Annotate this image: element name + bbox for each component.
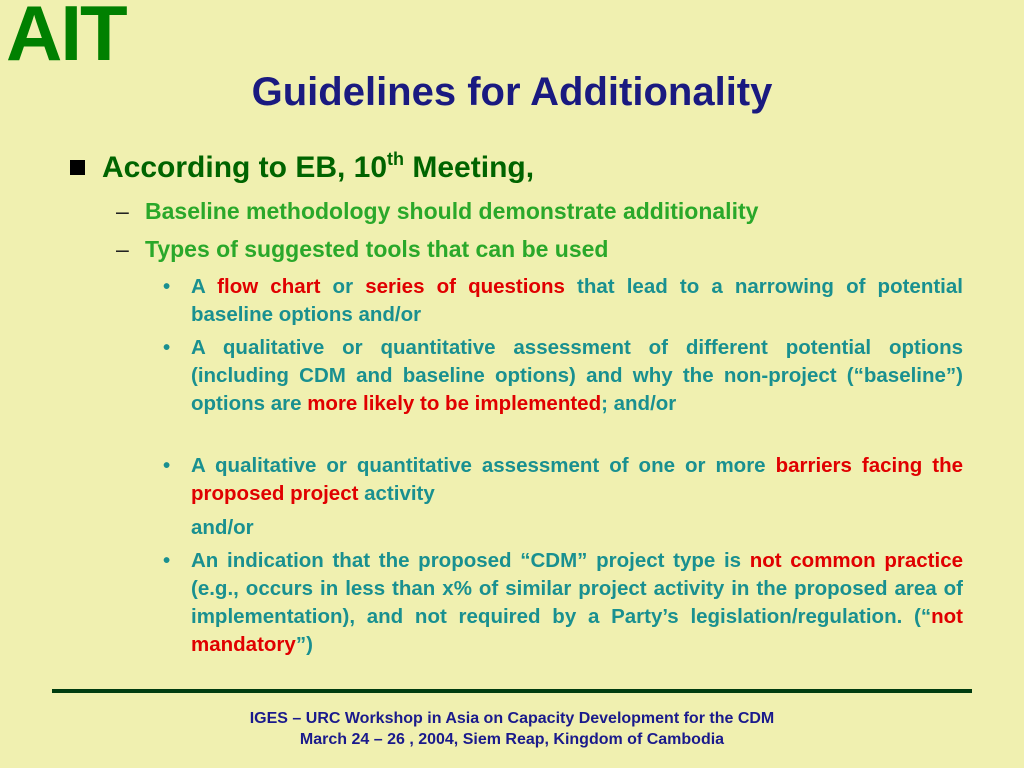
dash-marker: – [116, 198, 129, 224]
round-bullet-icon: • [163, 336, 171, 359]
footer-line-2: March 24 – 26 , 2004, Siem Reap, Kingdom of Cambodia [299, 731, 725, 748]
slide-title: Guidelines for Additionality [251, 70, 773, 114]
tool-item-text: A qualitative or quantitative assessment of different potential options (including CDM and baseline options) and why the non-project (“baseline”) options are more likely to be implemented; and/or [191, 336, 963, 415]
tool-item-text: An indication that the proposed “CDM” project type is not common practice (e.g., occurs in less than x% of similar project activity in the proposed area of implementation), and not required by a Party’s legislation/regulation. (“not mandatory”) [191, 549, 964, 656]
sub-item-text: Types of suggested tools that can be used [145, 236, 609, 262]
highlight-text: more likely to be implemented [307, 392, 602, 415]
main-bullet-text-start: According to EB, 10 [102, 151, 388, 184]
main-bullet-superscript: th [387, 149, 405, 169]
main-bullet-text [102, 150, 534, 186]
highlight-text: not mandatory [191, 605, 963, 656]
main-bullet [70, 150, 970, 186]
highlight-text: series of questions [365, 275, 565, 298]
and-or-line [163, 514, 963, 542]
dash-marker: – [116, 236, 129, 262]
sub-item-text: Baseline methodology should demonstrate additionality [145, 198, 759, 224]
tool-item-common-practice [163, 547, 963, 659]
footer-divider [52, 689, 972, 693]
round-bullet-icon: • [163, 275, 171, 298]
footer [0, 708, 1024, 750]
tool-item-text: A qualitative or quantitative assessment of one or more barriers facing the proposed project activity [191, 454, 963, 505]
highlight-text: not common practice [749, 549, 964, 572]
tool-item-flow-chart [163, 273, 963, 329]
tool-item-text: A flow chart or series of questions that lead to a narrowing of potential baseline options and/or [191, 275, 963, 326]
highlight-text: barriers facing the proposed project [191, 454, 963, 505]
main-bullet-text-end: Meeting, [404, 151, 535, 184]
ait-logo: AIT [6, 0, 126, 77]
sub-item-tools [116, 236, 976, 264]
tool-item-barriers [163, 452, 963, 508]
and-or-text: and/or [191, 516, 254, 539]
round-bullet-icon: • [163, 454, 171, 477]
round-bullet-icon: • [163, 549, 171, 572]
highlight-text: flow chart [217, 275, 321, 298]
sub-item-baseline [116, 198, 976, 226]
square-bullet-icon [70, 160, 85, 175]
footer-line-1: IGES – URC Workshop in Asia on Capacity Development for the CDM [249, 710, 775, 727]
tool-item-assessment [163, 334, 963, 418]
